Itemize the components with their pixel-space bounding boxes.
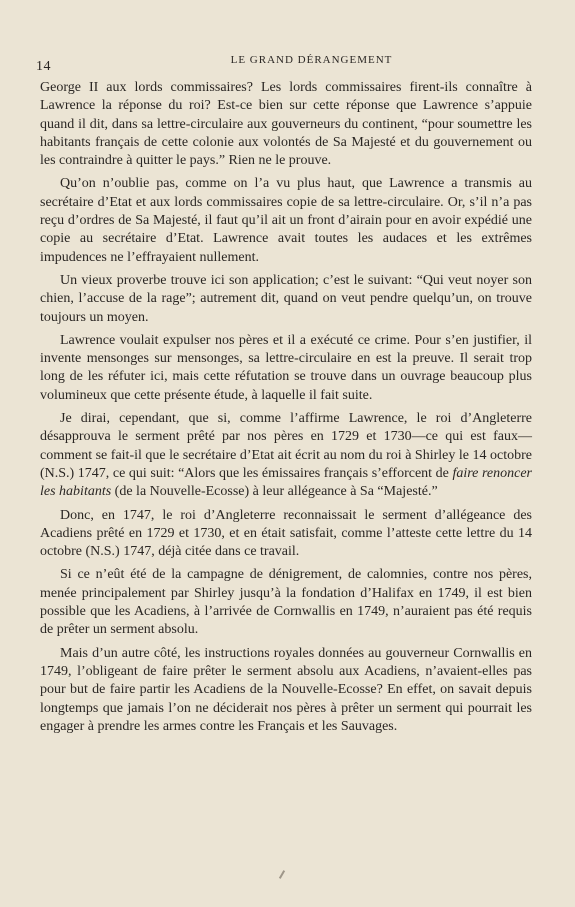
paragraph: Donc, en 1747, le roi d’Angleterre reconnaissait le serment d’allégeance des Acadiens prêté en 1729 et 1730, et en était satisfait, comme l’atteste cette lettre du 14 octobre (N.S.) 1747, déjà citée dans ce travail. — [40, 507, 532, 560]
paragraph: George II aux lords commissaires? Les lords commissaires firent-ils connaître à Lawrence la réponse du roi? Est-ce bien sur cette réponse que Lawrence s’appuie quand il dit, dans sa lettre-circulaire aux gouverneurs du continent, “pour soumettre les habitants français de cette colonie aux volontés de Sa Majesté et du gouvernement ou les contraindre à quitter le pays.” Rien ne le prouve. — [40, 80, 532, 169]
paragraph-text: (de la Nouvelle-Ecosse) à leur allégeance à Sa “Majesté.” — [111, 484, 438, 500]
body-text — [40, 79, 532, 741]
paragraph-text: Je dirai, cependant, que si, comme l’affirme Lawrence, le roi d’Angleterre désapprouva le serment prêté par nos pères en 1729 et 1730—ce qui est faux—comment se fait-il que le secrétaire d’Etat ait écrit au nom du roi à Shirley le 14 octobre (N.S.) 1747, ce qui suit: “Alors que les émissaires français s’efforcent de — [40, 411, 532, 481]
page-header — [36, 54, 539, 74]
paragraph: Lawrence voulait expulser nos pères et il a exécuté ce crime. Pour s’en justifier, il invente mensonges sur mensonges, sa lettre-circulaire en est la preuve. Il serait trop long de les réfuter ici, mais cette réfutation se trouve dans un ouvrage beaucoup plus volumineux que cette présente étude, à laquelle il fait suite. — [40, 332, 532, 403]
running-head: LE GRAND DÉRANGEMENT — [230, 54, 393, 66]
page-number: 14 — [36, 59, 51, 74]
italic-quote: faire renoncer les habitants — [40, 465, 532, 500]
paragraph: Qu’on n’oublie pas, comme on l’a vu plus haut, que Lawrence a transmis au secrétaire d’Etat et aux lords commissaires copie de sa lettre-circulaire. Or, s’il n’a pas reçu d’ordres de Sa Majesté, il faut qu’il ait un front d’airain pour en avoir expédié une copie au secrétaire d’Etat. Lawrence avait toutes les audaces et les extrêmes impudences ne l’effrayaient nullement. — [40, 176, 532, 265]
ink-mark — [279, 870, 285, 879]
paragraph: Mais d’un autre côté, les instructions royales données au gouverneur Cornwallis en 1749, l’obligeant de faire prêter le serment absolu aux Acadiens, n’avaient-elles pas pour but de faire partir les Acadiens de la Nouvelle-Ecosse? En effet, on savait depuis longtemps que jamais l’on ne déciderait nos pères à prêter un serment qui pourrait les engager à prendre les armes contre les Français et les Sauvages. — [40, 645, 532, 734]
paragraph: Un vieux proverbe trouve ici son application; c’est le suivant: “Qui veut noyer son chien, l’accuse de la rage”; autrement dit, quand on veut pendre quelqu’un, on trouve toujours un moyen. — [40, 272, 532, 325]
paragraph: Si ce n’eût été de la campagne de dénigrement, de calomnies, contre nos pères, menée principalement par Shirley jusqu’à la fondation d’Halifax en 1749, il est bien possible que les Acadiens, à l’arrivée de Cornwallis en 1749, n’auraient pas été requis de prêter un serment absolu. — [40, 567, 532, 638]
paragraph — [40, 410, 532, 501]
